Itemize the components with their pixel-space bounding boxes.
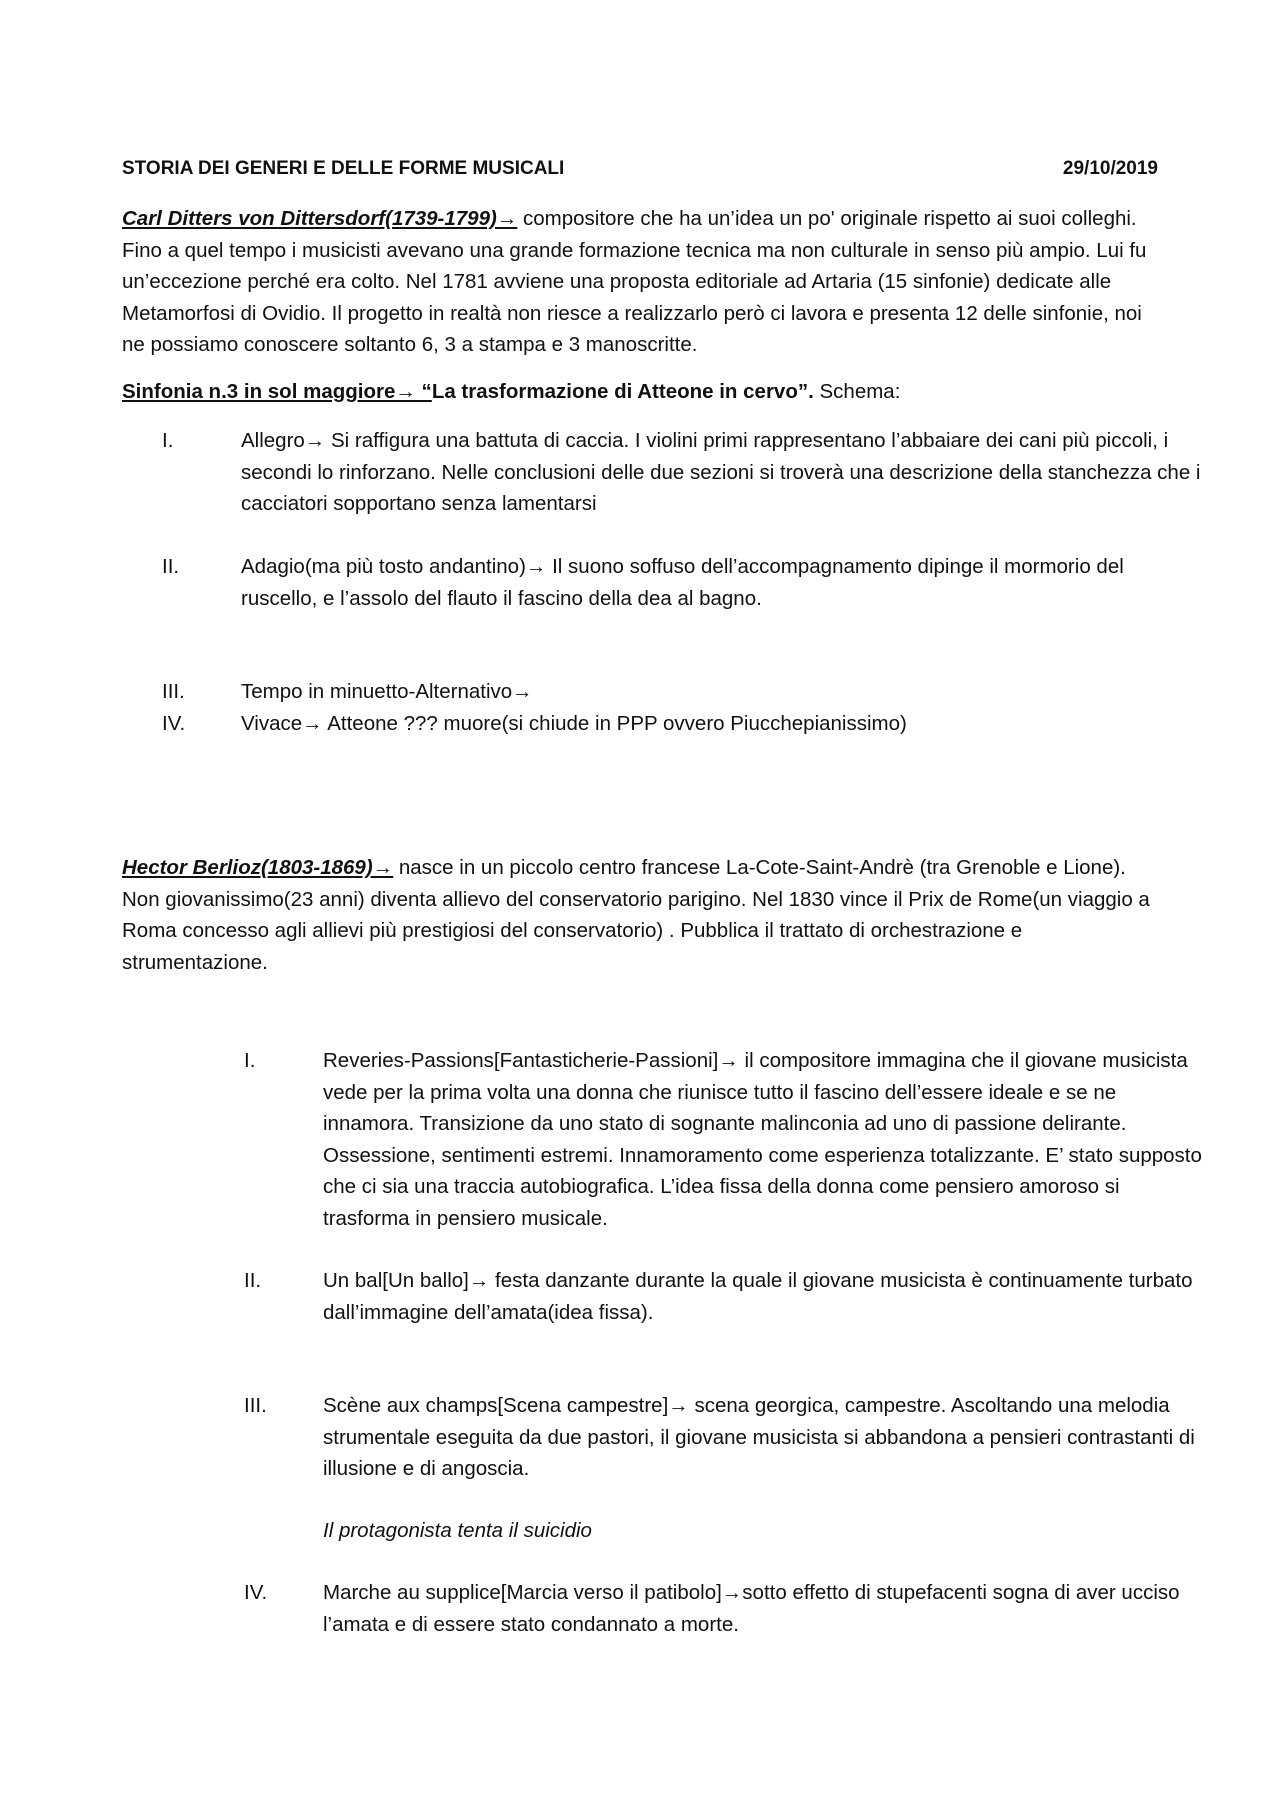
document-date: 29/10/2019 — [1062, 158, 1158, 179]
list-item-number: I. — [244, 1049, 256, 1072]
dittersdorf-text: compositore che ha un’idea un po' originale rispetto ai suoi colleghi. Fino a quel tempo i musicisti avevano una grande formazione tecnica ma non culturale in senso più ampio. Lui fu un’eccezione perché era colto. Nel 1781 avviene una proposta editoriale ad Artaria (15 sinfonie) dedicate alle Metamorfosi di Ovidio. Il progetto in realtà non riesce a realizzarlo però ci lavora e presenta 12 delle sinfonie, noi ne possiamo conoscere soltanto 6, 3 a stampa e 3 manoscritte. — [122, 207, 1147, 356]
berlioz-paragraph — [122, 852, 1162, 978]
list-item-number: II. — [162, 555, 180, 578]
suicide-note: Il protagonista tenta il suicidio — [323, 1519, 592, 1542]
list-item-number: I. — [162, 429, 174, 452]
sinfonia-schema: Schema: — [813, 380, 901, 403]
berlioz-name: Hector Berlioz(1803-1869)→ — [122, 856, 394, 879]
list-item-text: Scène aux champs[Scena campestre]→ scena georgica, campestre. Ascoltando una melodia strumentale eseguita da due pastori, il giovane musicista si abbandona a pensieri contrastanti di illusione e di angoscia. — [323, 1394, 1195, 1480]
list-item-number: II. — [244, 1269, 262, 1292]
list-item-text: Marche au supplice[Marcia verso il patibolo]→sotto effetto di stupefacenti sogna di aver ucciso l’amata e di essere stato condannato a morte. — [323, 1581, 1180, 1636]
list-item-text: Tempo in minuetto-Alternativo→ — [241, 680, 533, 703]
berlioz-text: nasce in un piccolo centro francese La-Cote-Saint-Andrè (tra Grenoble e Lione). Non giovanissimo(23 anni) diventa allievo del conservatorio parigino. Nel 1830 vince il Prix de Rome(un viaggio a Roma concesso agli allievi più prestigiosi del conservatorio) . Pubblica il trattato di orchestrazione e strumentazione. — [122, 856, 1150, 974]
document-header — [122, 156, 1158, 182]
document-title: STORIA DEI GENERI E DELLE FORME MUSICALI — [122, 158, 565, 179]
list-item-number: III. — [244, 1394, 267, 1417]
list-item-number: III. — [162, 680, 185, 703]
list-item-text: Allegro→ Si raffigura una battuta di caccia. I violini primi rappresentano l’abbaiare dei cani più piccoli, i secondi lo rinforzano. Nelle conclusioni delle due sezioni si troverà una descrizione della stanchezza che i cacciatori sopportano senza lamentarsi — [241, 429, 1201, 515]
list-item-text: Vivace→ Atteone ??? muore(si chiude in PPP ovvero Piucchepianissimo) — [241, 712, 907, 735]
list-item-text: Un bal[Un ballo]→ festa danzante durante la quale il giovane musicista è continuamente turbato dall’immagine dell’amata(idea fissa). — [323, 1269, 1193, 1324]
sinfonia-heading — [122, 376, 1162, 408]
list-item-text: Reveries-Passions[Fantasticherie-Passioni]→ il compositore immagina che il giovane musicista vede per la prima volta una donna che riunisce tutto il fascino dell’essere ideale e se ne innamora. Transizione da uno stato di sognante malinconia ad uno di passione delirante. Ossessione, sentimenti estremi. Innamoramento come esperienza totalizzante. E’ stato supposto che ci sia una traccia autobiografica. L’idea fissa della donna come pensiero amoroso si trasforma in pensiero musicale. — [323, 1049, 1202, 1230]
dittersdorf-paragraph — [122, 203, 1162, 361]
list-item-number: IV. — [244, 1581, 268, 1604]
list-item-text: Adagio(ma più tosto andantino)→ Il suono soffuso dell’accompagnamento dipinge il mormorio del ruscello, e l’assolo del flauto il fascino della dea al bagno. — [241, 555, 1124, 610]
sinfonia-subtitle: La trasformazione di Atteone in cervo”. — [431, 380, 814, 403]
sinfonia-title: Sinfonia n.3 in sol maggiore→ “ — [122, 380, 432, 403]
dittersdorf-name: Carl Ditters von Dittersdorf(1739-1799)→ — [122, 207, 518, 230]
list-item-number: IV. — [162, 712, 186, 735]
